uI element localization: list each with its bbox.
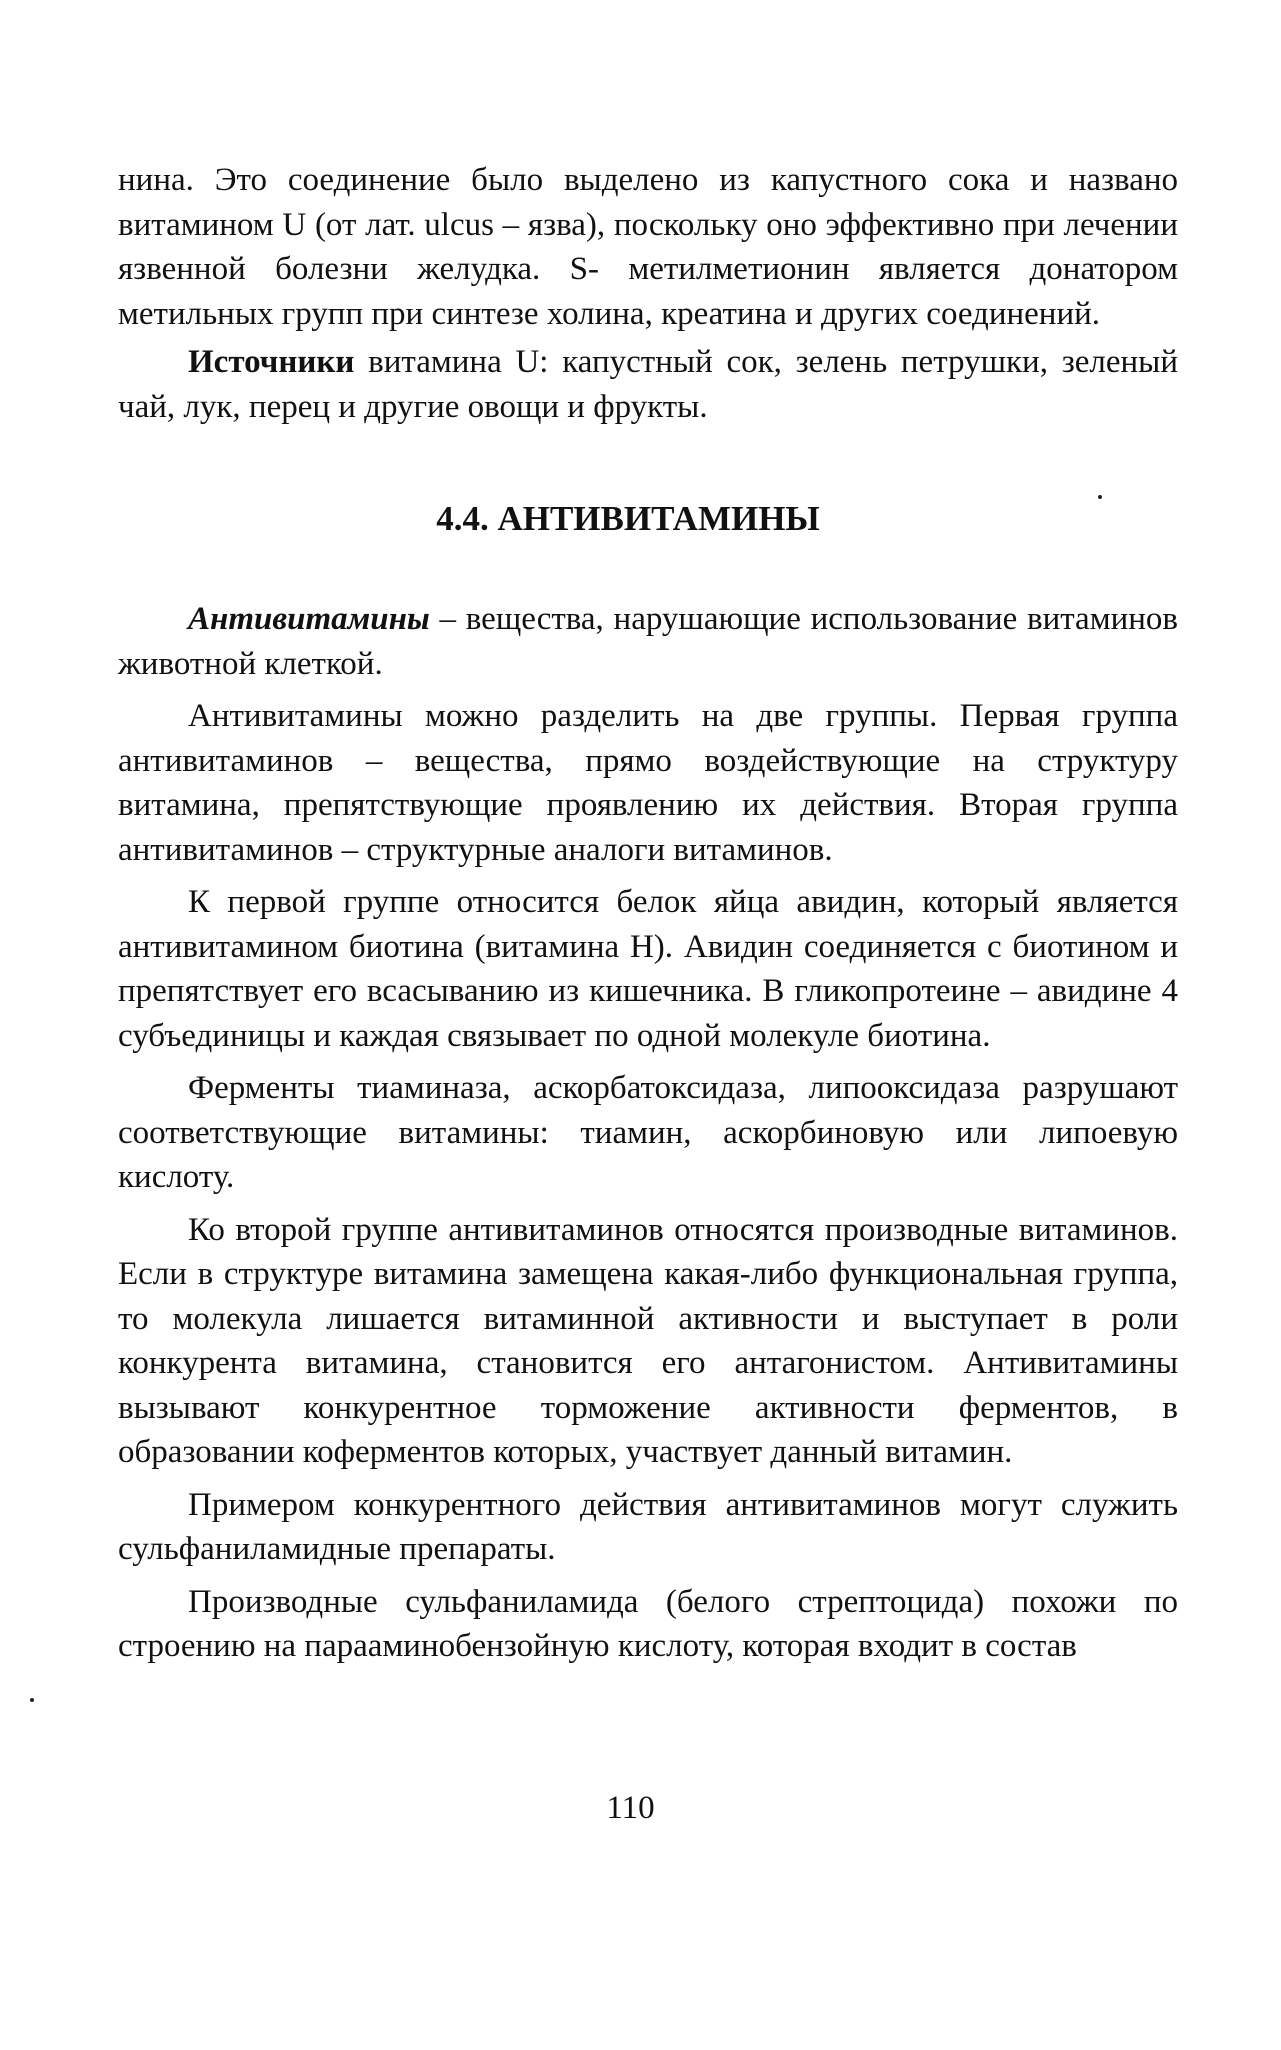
paragraph-vitamin-u-sources — [118, 340, 1178, 429]
paragraph-sulfonamides-example: Примером конкурентного действия антивитаминов могут служить сульфаниламидные препараты. — [118, 1486, 1178, 1567]
paragraph-second-group: Ко второй группе антивитаминов относятся производные витаминов. Если в структуре витамина замещена какая-либо функциональная группа, то молекула лишается витаминной активности и выступает в роли конкурента витамина, становится его антагонистом. Антивитамины вызывают конкурентное торможение активности ферментов, в образовании коферментов которых, участвует данный витамин. — [118, 1211, 1178, 1470]
section-heading: 4.4. АНТИВИТАМИНЫ — [436, 499, 820, 538]
paragraph-avidin: К первой группе относится белок яйца авидин, который является антивитамином биотина (витамина H). Авидин соединяется с биотином и препятствует его всасыванию из кишечника. В гликопротеине – авидине 4 субъединицы и каждая связывает по одной молекуле биотина. — [118, 884, 1178, 1054]
paragraph-vitamin-u-continuation: нина. Это соединение было выделено из капустного сока и названо витамином U (от лат. ulcus – язва), поскольку оно эффективно при лечении язвенной болезни желудка. S- метилметионин является донатором метильных групп при синтезе холина, креатина и других соединений. — [118, 162, 1178, 332]
paragraph-enzymes: Ферменты тиаминаза, аскорбатоксидаза, липооксидаза разрушают соответствующие витамины: тиамин, аскорбиновую или липоевую кислоту. — [118, 1070, 1178, 1195]
scan-speck — [30, 1698, 34, 1702]
scan-speck — [1098, 495, 1102, 499]
sources-text: витамина U: капустный сок, зелень петрушки, зеленый чай, лук, перец и другие овощи и фрукты. — [118, 344, 1178, 425]
page-number: 110 — [606, 1790, 655, 1826]
paragraph-antivitamins-definition — [118, 597, 1178, 686]
page-body — [118, 158, 1178, 1669]
paragraph-antivitamin-groups: Антивитамины можно разделить на две группы. Первая группа антивитаминов – вещества, прямо воздействующие на структуру витамина, препятствующие проявлению их действия. Вторая группа антивитаминов – структурные аналоги витаминов. — [118, 698, 1178, 868]
definition-text: – вещества, нарушающие использование витаминов животной клеткой. — [118, 601, 1178, 682]
paragraph-sulfanilamide-derivatives: Производные сульфаниламида (белого стрептоцида) похожи по строению на парааминобензойную кислоту, которая входит в состав — [118, 1583, 1178, 1664]
sources-lead-term: Источники — [188, 344, 355, 380]
definition-term: Антивитамины — [188, 601, 430, 637]
